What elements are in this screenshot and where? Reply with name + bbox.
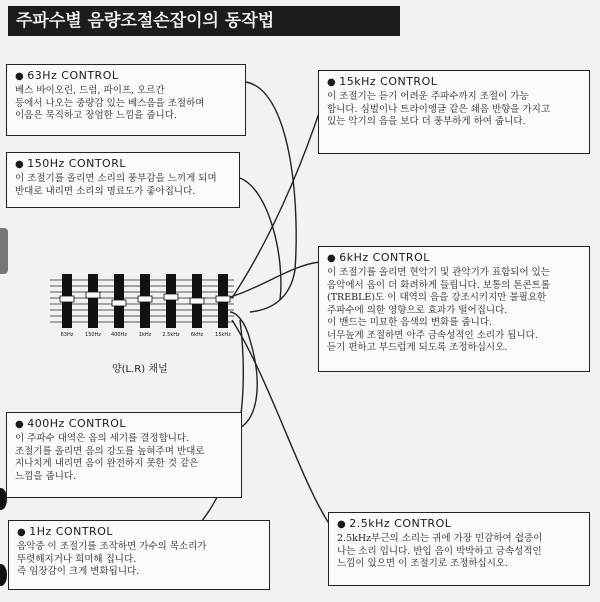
bullet-icon: ● xyxy=(15,159,25,170)
bullet-icon: ● xyxy=(15,71,25,82)
equalizer-diagram xyxy=(46,272,238,338)
section-text: 이 주파수 대역은 음의 세기를 결정합니다. 조절기를 올리면 음의 강도를 높혀주며 반대로 지나치게 내리면 음이 완전하지 못한 것 같은 느낌을 줍니다. xyxy=(15,433,205,482)
eq-slider-150hz xyxy=(88,274,98,328)
bullet-icon: ● xyxy=(327,253,337,264)
eq-band-label: 400Hz xyxy=(111,332,127,338)
eq-slider-25khz xyxy=(166,274,176,328)
eq-band-label: 150Hz xyxy=(85,332,101,338)
line-150hz xyxy=(240,178,281,300)
section-heading: ● 15kHz CONTROL xyxy=(327,75,438,88)
eq-band-label: 6kHz xyxy=(190,332,204,338)
bullet-icon: ● xyxy=(15,419,25,430)
section-heading: ● 150Hz CONTORL xyxy=(15,157,126,170)
section-heading: ● 1Hz CONTROL xyxy=(17,525,113,538)
section-text: 이 조절기를 올리면 현악기 및 관악기가 표함되어 있는 음악에서 음이 더 화려하게 들립니다. 보통의 톤콘트롤 (TREBLE)도 이 대역의 음을 강조시키지만 불필요한 주파수에 의한 영향으로 효과가 떨어집니다. 이 밴드는 미묘한 음색의 변화를 줍니다. 너무높게 조절하면 아주 금속성적인 소리가 됩니다. 듣기 편하고 부드럽게 되도록 조정하십시오. xyxy=(327,267,551,353)
bullet-icon: ● xyxy=(17,527,27,538)
section-400hz xyxy=(6,412,242,498)
section-6khz xyxy=(318,246,590,372)
bullet-icon: ● xyxy=(337,519,347,530)
section-25khz xyxy=(328,512,590,586)
line-63hz xyxy=(246,82,296,312)
section-1khz xyxy=(8,520,270,590)
line-15khz xyxy=(232,110,320,298)
section-heading: ● 6kHz CONTROL xyxy=(327,251,430,264)
section-15khz xyxy=(318,70,590,154)
page-title: 주파수별 음량조절손잡이의 동작법 xyxy=(8,6,400,36)
section-text: 이 조절기를 올리면 소리의 풍부감을 느끼게 되며 반대로 내리면 소리의 명료도가 좋아집니다. xyxy=(15,173,217,197)
eq-band-label: 15kHz xyxy=(215,332,231,338)
section-63hz xyxy=(6,64,246,136)
section-heading: ● 2.5kHz CONTROL xyxy=(337,517,452,530)
section-text: 이 조절기는 듣기 어려운 주파수까지 조절이 가능 합니다. 심벌이나 트라이앵글 같은 쇄음 반향을 가지고 있는 악기의 음을 보다 더 풍부하게 하여 줍니다. xyxy=(327,91,551,127)
section-heading: ● 63Hz CONTROL xyxy=(15,69,119,82)
eq-band-label: 2.5kHz xyxy=(162,332,180,338)
bullet-icon: ● xyxy=(327,77,337,88)
channel-label: 양(L.R) 채널 xyxy=(112,364,168,375)
section-150hz xyxy=(6,152,240,208)
section-text: 2.5kHz부근의 소리는 귀에 가장 민감하여 쉽증이 나는 소리 입니다. 반입 음이 박박하고 금속성적인 느낌이 있으면 이 조절기로 조정하십시오. xyxy=(337,533,543,569)
eq-band-label: 63Hz xyxy=(60,332,74,338)
section-text: 베스 바이오린, 드럼, 파이프, 오르간 등에서 나오는 중량감 있는 베스음을 조절하며 이음은 묵직하고 장엄한 느낌을 줍니다. xyxy=(15,85,205,121)
eq-band-label: 1kHz xyxy=(138,332,152,338)
section-text: 음악중 이 조절기를 조작하면 가수의 목소리가 뚜렷해지거나 희미해 집니다. 즉 임장감이 크게 변화됩니다. xyxy=(17,541,207,577)
section-heading: ● 400Hz CONTROL xyxy=(15,417,126,430)
